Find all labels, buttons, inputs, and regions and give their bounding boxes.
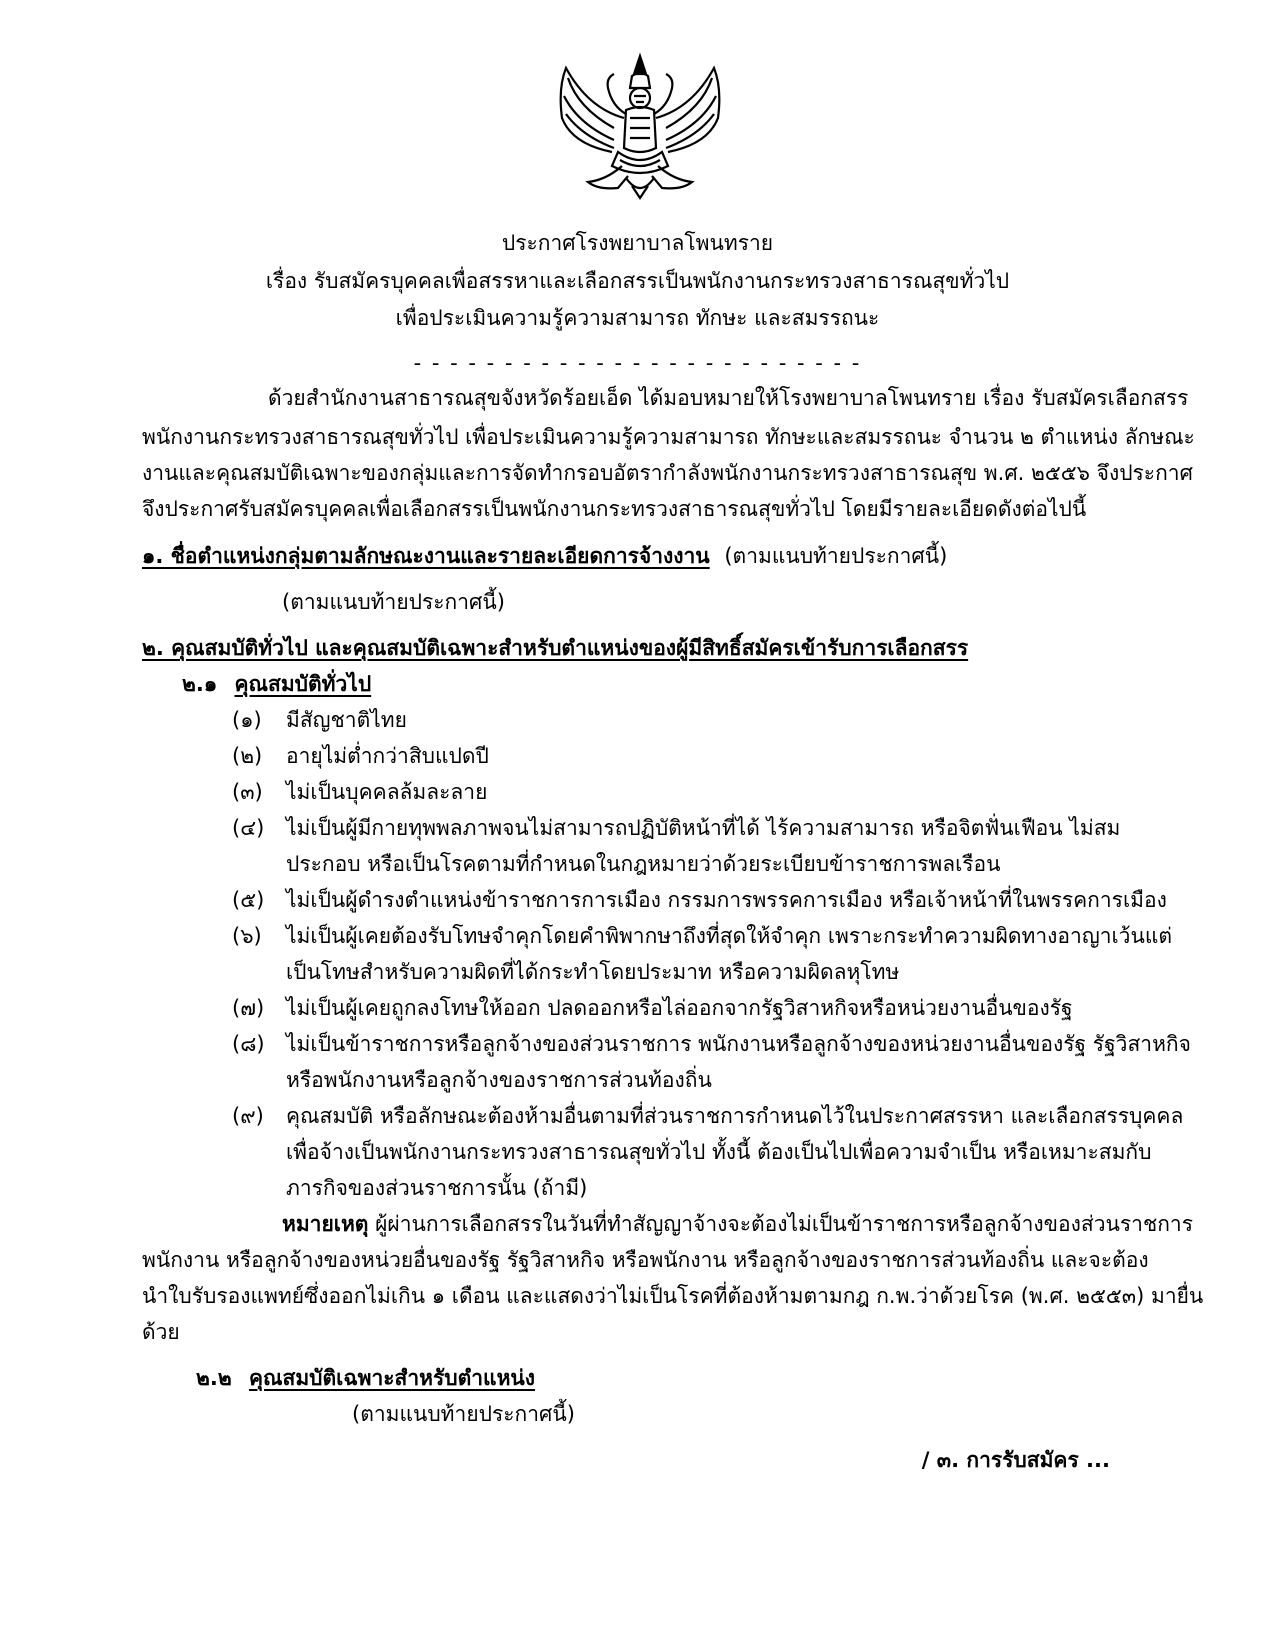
item-text-cont: หรือพนักงานหรือลูกจ้างของราชการส่วนท้องถิ่น: [286, 1068, 712, 1092]
item-text: ไม่เป็นผู้เคยต้องรับโทษจำคุกโดยคำพิพากษาถึงที่สุดให้จำคุก เพราะกระทำความผิดทางอาญาเว้นแต่: [286, 924, 1172, 948]
item-number: (๕): [232, 888, 265, 912]
item-number: (๔): [232, 816, 265, 840]
section-1-note: (ตามแนบท้ายประกาศนี้): [282, 590, 505, 614]
garuda-emblem: [548, 48, 732, 204]
item-number: (๙): [232, 1104, 264, 1128]
section-2-2-title: คุณสมบัติเฉพาะสำหรับตำแหน่ง: [248, 1366, 536, 1390]
section-2-1-heading: [182, 669, 371, 699]
item-text: คุณสมบัติ หรือลักษณะต้องห้ามอื่นตามที่ส่วนราชการกำหนดไว้ในประกาศสรรหา และเลือกสรรบุคคล: [286, 1104, 1184, 1128]
remark-line-1: [282, 1209, 1193, 1239]
item-number: (๗): [232, 996, 265, 1020]
page-continuation: / ๓. การรับสมัคร ...: [921, 1448, 1110, 1472]
section-2-2-note: (ตามแนบท้ายประกาศนี้): [352, 1402, 575, 1426]
item-text: มีสัญชาติไทย: [286, 708, 407, 732]
section-2-heading: ๒. คุณสมบัติทั่วไป และคุณสมบัติเฉพาะสำหรับตำแหน่งของผู้มีสิทธิ์สมัครเข้ารับการเลือกสรร: [142, 636, 969, 660]
title-divider: - - - - - - - - - - - - - - - - - - - - - - - - -: [413, 351, 862, 375]
remark-text: ผู้ผ่านการเลือกสรรในวันที่ทำสัญญาจ้างจะต้องไม่เป็นข้าราชการหรือลูกจ้างของส่วนราชการ: [368, 1212, 1193, 1236]
section-2-1-title: คุณสมบัติทั่วไป: [234, 672, 372, 696]
item-text: ไม่เป็นผู้มีกายทุพพลภาพจนไม่สามารถปฏิบัติหน้าที่ได้ ไร้ความสามารถ หรือจิตฟั่นเฟือน ไม่สม: [286, 816, 1121, 840]
intro-line-4: จึงประกาศรับสมัครบุคคลเพื่อเลือกสรรเป็นพนักงานกระทรวงสาธารณสุขทั่วไป โดยมีรายละเอียดดังต่อไปนี้: [142, 497, 1087, 521]
intro-line-3: งานและคุณสมบัติเฉพาะของกลุ่มและการจัดทำกรอบอัตรากำลังพนักงานกระทรวงสาธารณสุข พ.ศ. ๒๕๕๖ จึงประกาศ: [142, 461, 1193, 485]
item-text: ไม่เป็นผู้เคยถูกลงโทษให้ออก ปลดออกหรือไล่ออกจากรัฐวิสาหกิจหรือหน่วยงานอื่นของรัฐ: [286, 996, 1073, 1020]
remark-line-4: ด้วย: [142, 1320, 180, 1344]
section-1-heading-row: [142, 541, 947, 571]
section-2-2-heading: [196, 1363, 535, 1393]
item-number: (๖): [232, 924, 262, 948]
remark-label: หมายเหตุ: [282, 1212, 369, 1236]
item-number: (๘): [232, 1032, 265, 1056]
item-number: (๑): [232, 708, 262, 732]
item-text: ไม่เป็นผู้ดำรงตำแหน่งข้าราชการการเมือง กรรมการพรรคการเมือง หรือเจ้าหน้าที่ในพรรคการเมือง: [286, 888, 1167, 912]
item-text-cont: เป็นโทษสำหรับความผิดที่ได้กระทำโดยประมาท หรือความผิดลหุโทษ: [286, 960, 900, 984]
intro-line-2: พนักงานกระทรวงสาธารณสุขทั่วไป เพื่อประเมินความรู้ความสามารถ ทักษะและสมรรถนะ จำนวน ๒ ตำแหน่ง ลักษณะ: [142, 425, 1195, 449]
item-text: ไม่เป็นบุคคลล้มละลาย: [286, 780, 488, 804]
item-text: อายุไม่ต่ำกว่าสิบแปดปี: [286, 744, 489, 768]
item-number: (๓): [232, 780, 263, 804]
section-1-heading-note: (ตามแนบท้ายประกาศนี้): [724, 544, 948, 568]
item-text: ไม่เป็นข้าราชการหรือลูกจ้างของส่วนราชการ พนักงานหรือลูกจ้างของหน่วยงานอื่นของรัฐ รัฐวิสาหกิจ: [286, 1032, 1191, 1056]
item-number: (๒): [232, 744, 263, 768]
item-text-cont: เพื่อจ้างเป็นพนักงานกระทรวงสาธารณสุขทั่วไป ทั้งนี้ ต้องเป็นไปเพื่อความจำเป็น หรือเหมาะสมกับ: [286, 1140, 1152, 1164]
section-2-2-number: ๒.๒: [196, 1366, 232, 1390]
doc-issuer: ประกาศโรงพยาบาลโพนทราย: [501, 231, 774, 255]
section-1-heading: ๑. ชื่อตำแหน่งกลุ่มตามลักษณะงานและรายละเอียดการจ้างงาน: [142, 544, 710, 568]
item-text-cont: ภารกิจของส่วนราชการนั้น (ถ้ามี): [286, 1176, 588, 1200]
remark-line-2: พนักงาน หรือลูกจ้างของหน่วยอื่นของรัฐ รัฐวิสาหกิจ หรือพนักงาน หรือลูกจ้างของราชการส่วนท้องถิ่น และจะต้อง: [142, 1248, 1149, 1272]
intro-line-1: ด้วยสำนักงานสาธารณสุขจังหวัดร้อยเอ็ด ได้มอบหมายให้โรงพยาบาลโพนทราย เรื่อง รับสมัครเลือกสรร: [268, 386, 1189, 410]
item-text-cont: ประกอบ หรือเป็นโรคตามที่กำหนดในกฎหมายว่าด้วยระเบียบข้าราชการพลเรือน: [286, 852, 1001, 876]
doc-subject-cont: เพื่อประเมินความรู้ความสามารถ ทักษะ และสมรรถนะ: [395, 306, 880, 330]
doc-subject: เรื่อง รับสมัครบุคคลเพื่อสรรหาและเลือกสรรเป็นพนักงานกระทรวงสาธารณสุขทั่วไป: [265, 269, 1010, 293]
section-2-1-number: ๒.๑: [182, 672, 218, 696]
remark-line-3: นำใบรับรองแพทย์ซึ่งออกไม่เกิน ๑ เดือน และแสดงว่าไม่เป็นโรคที่ต้องห้ามตามกฎ ก.พ.ว่าด้วยโรค (พ.ศ. ๒๕๕๓) มายื่น: [142, 1284, 1204, 1308]
